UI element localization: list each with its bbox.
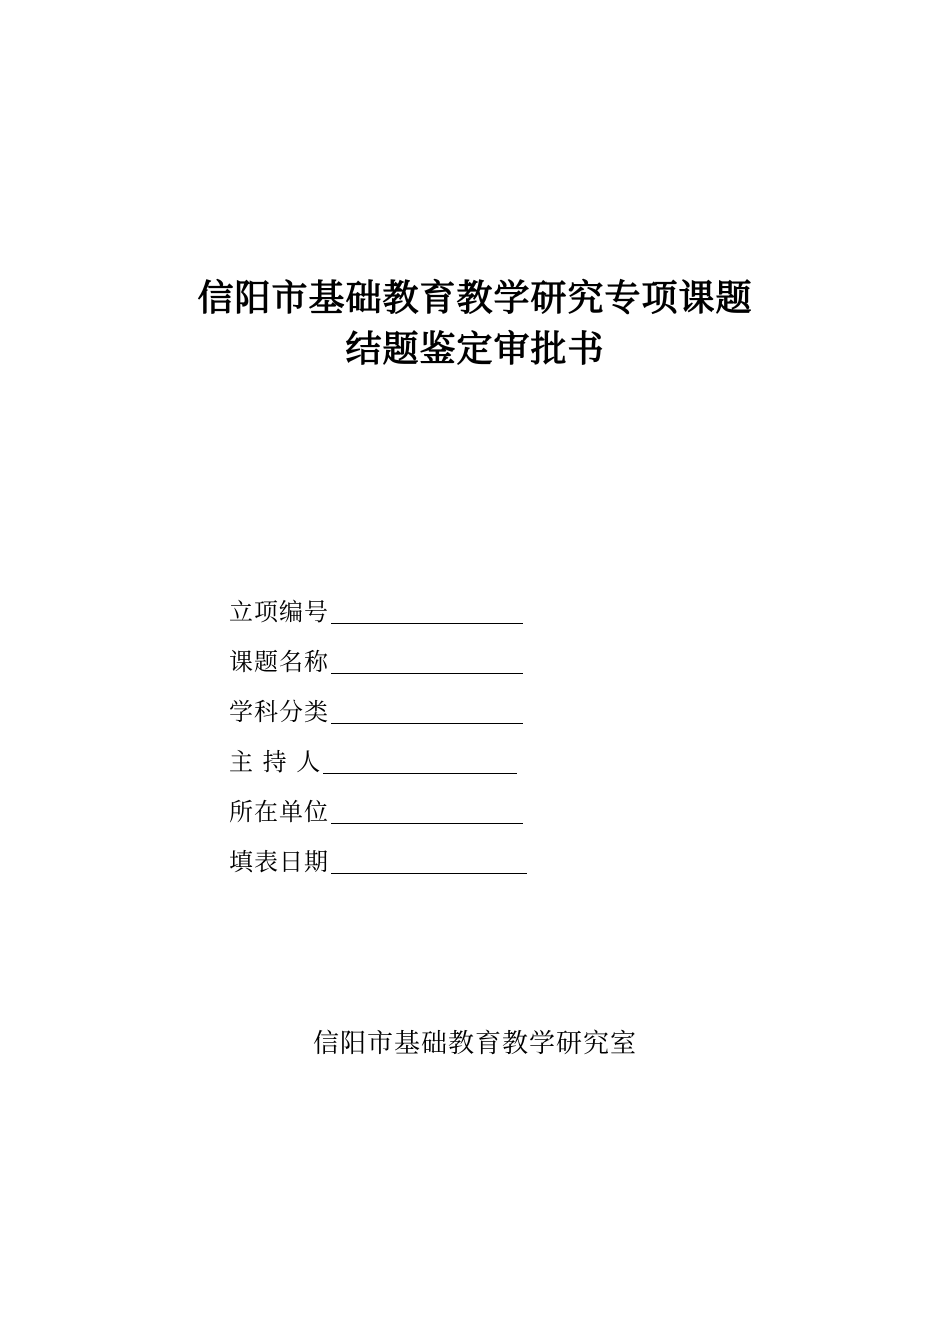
field-fill-date bbox=[229, 828, 527, 878]
field-subject-category bbox=[229, 678, 527, 728]
subject-category-blank[interactable] bbox=[331, 695, 523, 724]
field-label: 学科分类 bbox=[229, 698, 329, 726]
issuing-office: 信阳市基础教育教学研究室 bbox=[312, 1029, 637, 1059]
field-host bbox=[229, 728, 527, 778]
field-project-number bbox=[229, 578, 527, 628]
organization-blank[interactable] bbox=[331, 795, 523, 824]
field-label: 填表日期 bbox=[229, 848, 329, 876]
field-label: 课题名称 bbox=[229, 648, 329, 676]
field-label: 立项编号 bbox=[229, 598, 329, 626]
project-name-blank[interactable] bbox=[331, 645, 523, 674]
project-number-blank[interactable] bbox=[331, 595, 523, 624]
document-title-line2: 结题鉴定审批书 bbox=[345, 329, 605, 370]
field-label: 主 持 人 bbox=[229, 748, 322, 776]
document-title-line1: 信阳市基础教育教学研究专项课题 bbox=[197, 278, 753, 319]
field-project-name bbox=[229, 628, 527, 678]
field-organization bbox=[229, 778, 527, 828]
fill-date-blank[interactable] bbox=[331, 845, 527, 874]
host-blank[interactable] bbox=[323, 745, 517, 774]
cover-fields bbox=[229, 578, 527, 878]
field-label: 所在单位 bbox=[229, 798, 329, 826]
